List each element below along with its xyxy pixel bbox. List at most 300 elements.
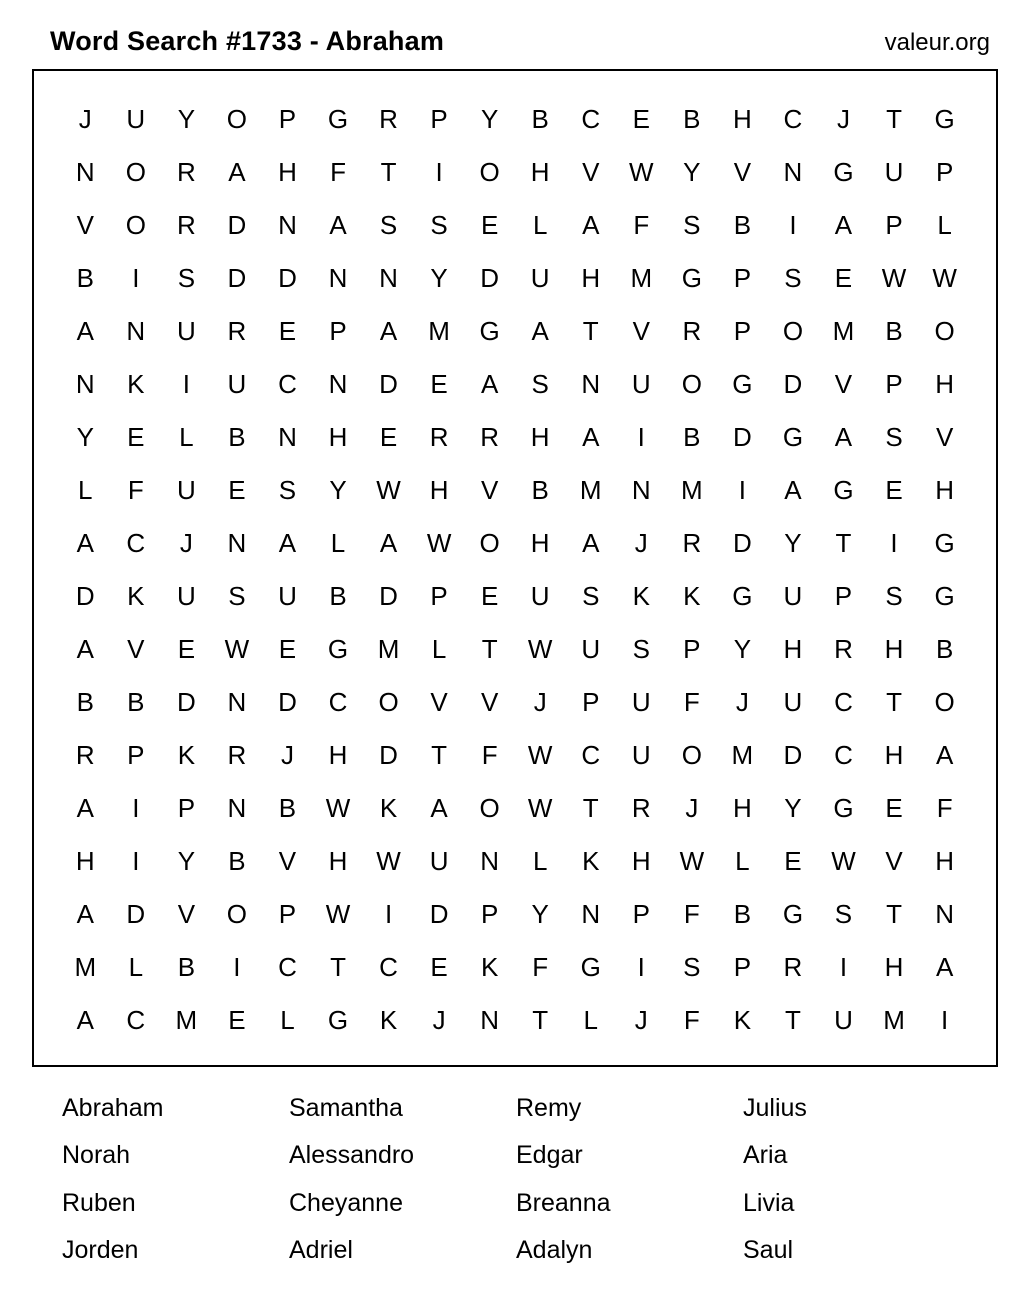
word-list-item[interactable]: Alessandro bbox=[289, 1141, 415, 1170]
word-list-item[interactable]: Norah bbox=[62, 1141, 131, 1170]
grid-cell[interactable]: O bbox=[378, 687, 399, 717]
grid-cell[interactable]: G bbox=[833, 475, 854, 505]
grid-cell[interactable]: W bbox=[376, 846, 401, 876]
grid-cell[interactable]: N bbox=[278, 210, 297, 240]
grid-cell[interactable]: H bbox=[530, 528, 550, 558]
grid-cell[interactable]: J bbox=[634, 528, 648, 558]
grid-cell[interactable]: A bbox=[784, 475, 802, 505]
grid-cell[interactable]: A bbox=[834, 422, 853, 452]
grid-cell[interactable]: S bbox=[430, 210, 448, 240]
grid-cell[interactable]: F bbox=[936, 793, 953, 823]
grid-cell[interactable]: P bbox=[430, 581, 448, 611]
grid-cell[interactable]: L bbox=[431, 634, 447, 664]
grid-cell[interactable]: U bbox=[631, 369, 651, 399]
grid-cell[interactable]: H bbox=[884, 740, 904, 770]
grid-cell[interactable]: L bbox=[735, 846, 750, 876]
grid-cell[interactable]: R bbox=[429, 422, 449, 452]
grid-cell[interactable]: U bbox=[176, 581, 196, 611]
grid-cell[interactable]: I bbox=[890, 528, 898, 558]
grid-cell[interactable]: S bbox=[177, 263, 196, 293]
grid-cell[interactable]: L bbox=[937, 210, 952, 240]
grid-cell[interactable]: G bbox=[681, 263, 702, 293]
grid-cell[interactable]: E bbox=[885, 475, 903, 505]
grid-cell[interactable]: A bbox=[582, 528, 600, 558]
grid-cell[interactable]: B bbox=[733, 210, 752, 240]
grid-cell[interactable]: W bbox=[679, 846, 705, 876]
grid-cell[interactable]: V bbox=[76, 210, 94, 240]
grid-cell[interactable]: E bbox=[278, 634, 297, 664]
grid-cell[interactable]: M bbox=[428, 316, 450, 346]
grid-cell[interactable]: P bbox=[834, 581, 853, 611]
grid-cell[interactable]: H bbox=[732, 104, 752, 134]
grid-cell[interactable]: M bbox=[74, 952, 97, 982]
word-list-item[interactable]: Jorden bbox=[62, 1235, 139, 1264]
grid-cell[interactable]: P bbox=[935, 157, 954, 187]
grid-cell[interactable]: H bbox=[935, 846, 955, 876]
grid-cell[interactable]: P bbox=[430, 104, 448, 134]
grid-cell[interactable]: V bbox=[480, 475, 499, 505]
grid-cell[interactable]: N bbox=[75, 369, 95, 399]
grid-cell[interactable]: G bbox=[782, 899, 804, 929]
grid-cell[interactable]: P bbox=[582, 687, 600, 717]
grid-cell[interactable]: H bbox=[530, 157, 550, 187]
grid-cell[interactable]: B bbox=[885, 316, 903, 346]
grid-cell[interactable]: O bbox=[125, 210, 146, 240]
grid-cell[interactable]: I bbox=[233, 952, 241, 982]
grid-cell[interactable]: V bbox=[935, 422, 954, 452]
grid-cell[interactable]: M bbox=[630, 263, 653, 293]
grid-cell[interactable]: A bbox=[76, 1005, 94, 1035]
grid-cell[interactable]: E bbox=[379, 422, 398, 452]
grid-cell[interactable]: T bbox=[380, 157, 397, 187]
grid-cell[interactable]: E bbox=[177, 634, 196, 664]
grid-cell[interactable]: J bbox=[685, 793, 699, 823]
grid-cell[interactable]: M bbox=[832, 316, 855, 346]
grid-cell[interactable]: I bbox=[132, 793, 140, 823]
grid-cell[interactable]: C bbox=[278, 952, 297, 982]
grid-cell[interactable]: P bbox=[278, 899, 297, 929]
grid-cell[interactable]: O bbox=[681, 369, 702, 399]
grid-cell[interactable]: G bbox=[732, 581, 753, 611]
grid-cell[interactable]: J bbox=[179, 528, 193, 558]
grid-cell[interactable]: O bbox=[479, 157, 500, 187]
grid-cell[interactable]: R bbox=[480, 422, 500, 452]
grid-cell[interactable]: C bbox=[834, 687, 853, 717]
grid-cell[interactable]: F bbox=[532, 952, 549, 982]
grid-cell[interactable]: D bbox=[126, 899, 146, 929]
grid-cell[interactable]: I bbox=[738, 475, 746, 505]
grid-cell[interactable]: G bbox=[327, 634, 349, 664]
grid-cell[interactable]: N bbox=[75, 157, 95, 187]
grid-cell[interactable]: S bbox=[531, 369, 549, 399]
grid-cell[interactable]: I bbox=[435, 157, 443, 187]
grid-cell[interactable]: U bbox=[834, 1005, 853, 1035]
grid-cell[interactable]: U bbox=[530, 263, 550, 293]
grid-cell[interactable]: E bbox=[784, 846, 802, 876]
grid-cell[interactable]: S bbox=[885, 422, 903, 452]
grid-cell[interactable]: U bbox=[278, 581, 297, 611]
grid-cell[interactable]: W bbox=[325, 899, 351, 929]
grid-cell[interactable]: Y bbox=[329, 475, 347, 505]
grid-cell[interactable]: A bbox=[531, 316, 549, 346]
grid-cell[interactable]: J bbox=[280, 740, 294, 770]
grid-cell[interactable]: D bbox=[278, 263, 297, 293]
grid-cell[interactable]: A bbox=[76, 316, 94, 346]
grid-cell[interactable]: U bbox=[530, 581, 550, 611]
grid-cell[interactable]: F bbox=[330, 157, 346, 187]
grid-cell[interactable]: S bbox=[885, 581, 903, 611]
grid-cell[interactable]: O bbox=[782, 316, 804, 346]
word-list-item[interactable]: Aria bbox=[743, 1141, 788, 1170]
grid-cell[interactable]: L bbox=[179, 422, 194, 452]
grid-cell[interactable]: R bbox=[227, 740, 247, 770]
grid-cell[interactable]: T bbox=[330, 952, 346, 982]
word-list-item[interactable]: Cheyanne bbox=[289, 1188, 403, 1217]
grid-cell[interactable]: P bbox=[733, 952, 752, 982]
grid-cell[interactable]: N bbox=[328, 263, 348, 293]
grid-cell[interactable]: R bbox=[834, 634, 853, 664]
grid-cell[interactable]: W bbox=[527, 740, 553, 770]
grid-cell[interactable]: O bbox=[479, 528, 500, 558]
grid-cell[interactable]: D bbox=[379, 581, 398, 611]
grid-cell[interactable]: I bbox=[941, 1005, 949, 1035]
grid-cell[interactable]: P bbox=[632, 899, 650, 929]
grid-cell[interactable]: R bbox=[783, 952, 803, 982]
grid-cell[interactable]: A bbox=[582, 422, 600, 452]
grid-cell[interactable]: O bbox=[226, 104, 248, 134]
grid-cell[interactable]: D bbox=[783, 369, 803, 399]
grid-cell[interactable]: F bbox=[683, 1005, 700, 1035]
grid-cell[interactable]: J bbox=[836, 104, 850, 134]
grid-cell[interactable]: I bbox=[637, 952, 645, 982]
grid-cell[interactable]: A bbox=[76, 634, 94, 664]
grid-cell[interactable]: S bbox=[582, 581, 600, 611]
grid-cell[interactable]: F bbox=[683, 899, 700, 929]
grid-cell[interactable]: R bbox=[75, 740, 95, 770]
grid-cell[interactable]: B bbox=[683, 422, 701, 452]
grid-cell[interactable]: W bbox=[527, 793, 553, 823]
grid-cell[interactable]: T bbox=[532, 1005, 549, 1035]
grid-cell[interactable]: B bbox=[531, 104, 549, 134]
grid-cell[interactable]: A bbox=[76, 528, 94, 558]
grid-cell[interactable]: B bbox=[76, 687, 94, 717]
word-list-item[interactable]: Samantha bbox=[289, 1094, 403, 1122]
grid-cell[interactable]: E bbox=[834, 263, 853, 293]
grid-cell[interactable]: F bbox=[683, 687, 700, 717]
grid-cell[interactable]: A bbox=[379, 528, 398, 558]
grid-cell[interactable]: J bbox=[432, 1005, 446, 1035]
grid-cell[interactable]: E bbox=[632, 104, 650, 134]
word-list-item[interactable]: Adalyn bbox=[516, 1235, 593, 1264]
word-list-item[interactable]: Saul bbox=[743, 1235, 794, 1264]
grid-cell[interactable]: B bbox=[177, 952, 196, 982]
grid-cell[interactable]: F bbox=[127, 475, 144, 505]
grid-cell[interactable]: K bbox=[127, 581, 145, 611]
grid-cell[interactable]: Y bbox=[177, 846, 196, 876]
grid-cell[interactable]: P bbox=[480, 899, 499, 929]
grid-cell[interactable]: E bbox=[127, 422, 145, 452]
grid-cell[interactable]: S bbox=[683, 210, 701, 240]
grid-cell[interactable]: N bbox=[328, 369, 348, 399]
grid-cell[interactable]: D bbox=[429, 899, 449, 929]
grid-cell[interactable]: T bbox=[582, 316, 599, 346]
grid-cell[interactable]: E bbox=[480, 581, 499, 611]
grid-cell[interactable]: H bbox=[884, 952, 904, 982]
grid-cell[interactable]: A bbox=[480, 369, 499, 399]
grid-cell[interactable]: V bbox=[582, 157, 600, 187]
grid-cell[interactable]: K bbox=[480, 952, 499, 982]
grid-cell[interactable]: P bbox=[683, 634, 701, 664]
grid-cell[interactable]: K bbox=[683, 581, 701, 611]
grid-cell[interactable]: U bbox=[631, 687, 651, 717]
grid-cell[interactable]: A bbox=[582, 210, 600, 240]
grid-cell[interactable]: A bbox=[228, 157, 246, 187]
grid-cell[interactable]: C bbox=[834, 740, 853, 770]
grid-cell[interactable]: U bbox=[581, 634, 601, 664]
grid-cell[interactable]: P bbox=[329, 316, 347, 346]
word-list-item[interactable]: Livia bbox=[743, 1188, 795, 1217]
grid-cell[interactable]: W bbox=[881, 263, 907, 293]
grid-cell[interactable]: N bbox=[227, 793, 247, 823]
grid-cell[interactable]: S bbox=[683, 952, 701, 982]
grid-cell[interactable]: T bbox=[784, 1005, 801, 1035]
grid-cell[interactable]: S bbox=[632, 634, 650, 664]
grid-cell[interactable]: V bbox=[430, 687, 448, 717]
grid-cell[interactable]: D bbox=[379, 740, 398, 770]
grid-cell[interactable]: T bbox=[582, 793, 599, 823]
grid-cell[interactable]: U bbox=[884, 157, 904, 187]
grid-cell[interactable]: V bbox=[177, 899, 196, 929]
grid-cell[interactable]: K bbox=[632, 581, 650, 611]
grid-cell[interactable]: I bbox=[789, 210, 797, 240]
grid-cell[interactable]: P bbox=[733, 263, 752, 293]
grid-cell[interactable]: D bbox=[227, 210, 247, 240]
grid-cell[interactable]: E bbox=[885, 793, 903, 823]
grid-cell[interactable]: W bbox=[325, 793, 351, 823]
grid-cell[interactable]: I bbox=[182, 369, 190, 399]
word-list-item[interactable]: Breanna bbox=[516, 1188, 611, 1217]
grid-cell[interactable]: W bbox=[932, 263, 957, 293]
grid-cell[interactable]: D bbox=[379, 369, 398, 399]
grid-cell[interactable]: E bbox=[430, 369, 448, 399]
grid-cell[interactable]: W bbox=[376, 475, 401, 505]
grid-cell[interactable]: K bbox=[733, 1005, 752, 1035]
grid-cell[interactable]: J bbox=[634, 1005, 648, 1035]
grid-cell[interactable]: V bbox=[733, 157, 752, 187]
grid-cell[interactable]: M bbox=[883, 1005, 905, 1035]
grid-cell[interactable]: V bbox=[480, 687, 499, 717]
grid-cell[interactable]: N bbox=[631, 475, 651, 505]
grid-cell[interactable]: J bbox=[78, 104, 92, 134]
grid-cell[interactable]: B bbox=[329, 581, 347, 611]
word-list-item[interactable]: Remy bbox=[516, 1094, 582, 1122]
grid-cell[interactable]: K bbox=[177, 740, 196, 770]
grid-cell[interactable]: Y bbox=[76, 422, 94, 452]
grid-cell[interactable]: D bbox=[227, 263, 247, 293]
grid-cell[interactable]: K bbox=[379, 1005, 398, 1035]
grid-cell[interactable]: H bbox=[278, 157, 297, 187]
grid-cell[interactable]: I bbox=[384, 899, 393, 929]
grid-cell[interactable]: U bbox=[176, 316, 196, 346]
grid-cell[interactable]: B bbox=[228, 846, 246, 876]
grid-cell[interactable]: N bbox=[227, 687, 247, 717]
grid-cell[interactable]: H bbox=[935, 475, 955, 505]
grid-cell[interactable]: W bbox=[426, 528, 452, 558]
grid-cell[interactable]: W bbox=[831, 846, 856, 876]
grid-cell[interactable]: D bbox=[480, 263, 500, 293]
grid-cell[interactable]: A bbox=[935, 952, 954, 982]
grid-cell[interactable]: A bbox=[76, 899, 94, 929]
grid-cell[interactable]: B bbox=[683, 104, 701, 134]
grid-cell[interactable]: N bbox=[278, 422, 297, 452]
grid-cell[interactable]: U bbox=[631, 740, 651, 770]
grid-cell[interactable]: A bbox=[430, 793, 448, 823]
grid-cell[interactable]: J bbox=[735, 687, 749, 717]
grid-cell[interactable]: U bbox=[176, 475, 196, 505]
grid-cell[interactable]: G bbox=[479, 316, 500, 346]
grid-cell[interactable]: K bbox=[582, 846, 600, 876]
grid-cell[interactable]: M bbox=[377, 634, 400, 664]
grid-cell[interactable]: B bbox=[76, 263, 94, 293]
grid-cell[interactable]: B bbox=[228, 422, 246, 452]
grid-cell[interactable]: Y bbox=[430, 263, 448, 293]
grid-cell[interactable]: U bbox=[783, 581, 803, 611]
grid-cell[interactable]: C bbox=[581, 740, 601, 770]
grid-cell[interactable]: C bbox=[783, 104, 803, 134]
grid-cell[interactable]: D bbox=[75, 581, 95, 611]
grid-cell[interactable]: V bbox=[834, 369, 853, 399]
grid-cell[interactable]: P bbox=[885, 369, 903, 399]
grid-cell[interactable]: O bbox=[125, 157, 146, 187]
grid-cell[interactable]: I bbox=[839, 952, 848, 982]
grid-cell[interactable]: P bbox=[278, 104, 297, 134]
grid-cell[interactable]: S bbox=[784, 263, 802, 293]
grid-cell[interactable]: Y bbox=[733, 634, 752, 664]
grid-cell[interactable]: M bbox=[731, 740, 754, 770]
grid-cell[interactable]: A bbox=[329, 210, 347, 240]
grid-cell[interactable]: U bbox=[227, 369, 247, 399]
grid-cell[interactable]: G bbox=[327, 1005, 349, 1035]
grid-cell[interactable]: H bbox=[429, 475, 449, 505]
grid-cell[interactable]: R bbox=[379, 104, 398, 134]
grid-cell[interactable]: H bbox=[75, 846, 95, 876]
grid-cell[interactable]: N bbox=[480, 1005, 500, 1035]
grid-cell[interactable]: Y bbox=[177, 104, 196, 134]
grid-cell[interactable]: G bbox=[327, 104, 349, 134]
grid-cell[interactable]: B bbox=[127, 687, 145, 717]
grid-cell[interactable]: G bbox=[934, 104, 955, 134]
grid-cell[interactable]: M bbox=[579, 475, 602, 505]
grid-cell[interactable]: H bbox=[328, 846, 348, 876]
grid-cell[interactable]: P bbox=[127, 740, 145, 770]
grid-cell[interactable]: W bbox=[224, 634, 250, 664]
grid-cell[interactable]: Y bbox=[784, 793, 802, 823]
grid-cell[interactable]: W bbox=[527, 634, 553, 664]
grid-cell[interactable]: D bbox=[732, 528, 752, 558]
grid-cell[interactable]: J bbox=[533, 687, 547, 717]
word-list-item[interactable]: Adriel bbox=[289, 1235, 353, 1264]
grid-cell[interactable]: R bbox=[227, 316, 247, 346]
grid-cell[interactable]: E bbox=[480, 210, 499, 240]
grid-cell[interactable]: L bbox=[128, 952, 144, 982]
grid-cell[interactable]: R bbox=[682, 528, 702, 558]
grid-cell[interactable]: D bbox=[278, 687, 297, 717]
grid-cell[interactable]: H bbox=[732, 793, 752, 823]
grid-cell[interactable]: S bbox=[278, 475, 297, 505]
grid-cell[interactable]: A bbox=[278, 528, 297, 558]
grid-cell[interactable]: G bbox=[934, 581, 955, 611]
grid-cell[interactable]: C bbox=[581, 104, 601, 134]
grid-cell[interactable]: I bbox=[132, 846, 140, 876]
word-list-item[interactable]: Abraham bbox=[62, 1094, 164, 1122]
grid-cell[interactable]: A bbox=[834, 210, 853, 240]
grid-cell[interactable]: N bbox=[935, 899, 955, 929]
grid-cell[interactable]: L bbox=[330, 528, 346, 558]
grid-cell[interactable]: V bbox=[127, 634, 145, 664]
grid-cell[interactable]: S bbox=[834, 899, 853, 929]
grid-cell[interactable]: N bbox=[581, 899, 601, 929]
grid-cell[interactable]: G bbox=[833, 157, 854, 187]
grid-cell[interactable]: O bbox=[479, 793, 500, 823]
grid-cell[interactable]: U bbox=[126, 104, 146, 134]
grid-cell[interactable]: I bbox=[132, 263, 140, 293]
grid-cell[interactable]: T bbox=[886, 899, 902, 929]
grid-cell[interactable]: F bbox=[633, 210, 650, 240]
grid-cell[interactable]: N bbox=[379, 263, 398, 293]
grid-cell[interactable]: P bbox=[733, 316, 752, 346]
grid-cell[interactable]: H bbox=[935, 369, 955, 399]
grid-cell[interactable]: M bbox=[681, 475, 703, 505]
word-list-item[interactable]: Edgar bbox=[516, 1141, 583, 1170]
grid-cell[interactable]: L bbox=[532, 846, 548, 876]
grid-cell[interactable]: K bbox=[379, 793, 398, 823]
grid-cell[interactable]: T bbox=[886, 104, 902, 134]
grid-cell[interactable]: R bbox=[176, 210, 196, 240]
grid-cell[interactable]: U bbox=[429, 846, 449, 876]
grid-cell[interactable]: L bbox=[78, 475, 93, 505]
grid-cell[interactable]: H bbox=[631, 846, 651, 876]
grid-cell[interactable]: F bbox=[481, 740, 498, 770]
grid-cell[interactable]: G bbox=[580, 952, 601, 982]
grid-cell[interactable]: O bbox=[934, 316, 955, 346]
grid-cell[interactable]: C bbox=[328, 687, 348, 717]
grid-cell[interactable]: T bbox=[481, 634, 498, 664]
grid-cell[interactable]: O bbox=[226, 899, 248, 929]
grid-cell[interactable]: D bbox=[732, 422, 752, 452]
grid-cell[interactable]: L bbox=[583, 1005, 598, 1035]
grid-cell[interactable]: O bbox=[934, 687, 955, 717]
grid-cell[interactable]: H bbox=[581, 263, 601, 293]
grid-cell[interactable]: E bbox=[430, 952, 448, 982]
grid-cell[interactable]: I bbox=[637, 422, 645, 452]
grid-cell[interactable]: G bbox=[833, 793, 854, 823]
grid-cell[interactable]: E bbox=[278, 316, 297, 346]
grid-cell[interactable]: P bbox=[177, 793, 196, 823]
word-list-item[interactable]: Ruben bbox=[62, 1188, 136, 1217]
grid-cell[interactable]: K bbox=[127, 369, 145, 399]
grid-cell[interactable]: B bbox=[278, 793, 297, 823]
grid-cell[interactable]: N bbox=[480, 846, 500, 876]
grid-cell[interactable]: T bbox=[835, 528, 852, 558]
grid-cell[interactable]: D bbox=[783, 740, 803, 770]
grid-cell[interactable]: E bbox=[228, 475, 246, 505]
grid-cell[interactable]: Y bbox=[531, 899, 549, 929]
grid-cell[interactable]: M bbox=[175, 1005, 198, 1035]
word-list-item[interactable]: Julius bbox=[743, 1094, 807, 1122]
grid-cell[interactable]: T bbox=[431, 740, 448, 770]
grid-cell[interactable]: O bbox=[681, 740, 702, 770]
grid-cell[interactable]: G bbox=[782, 422, 804, 452]
